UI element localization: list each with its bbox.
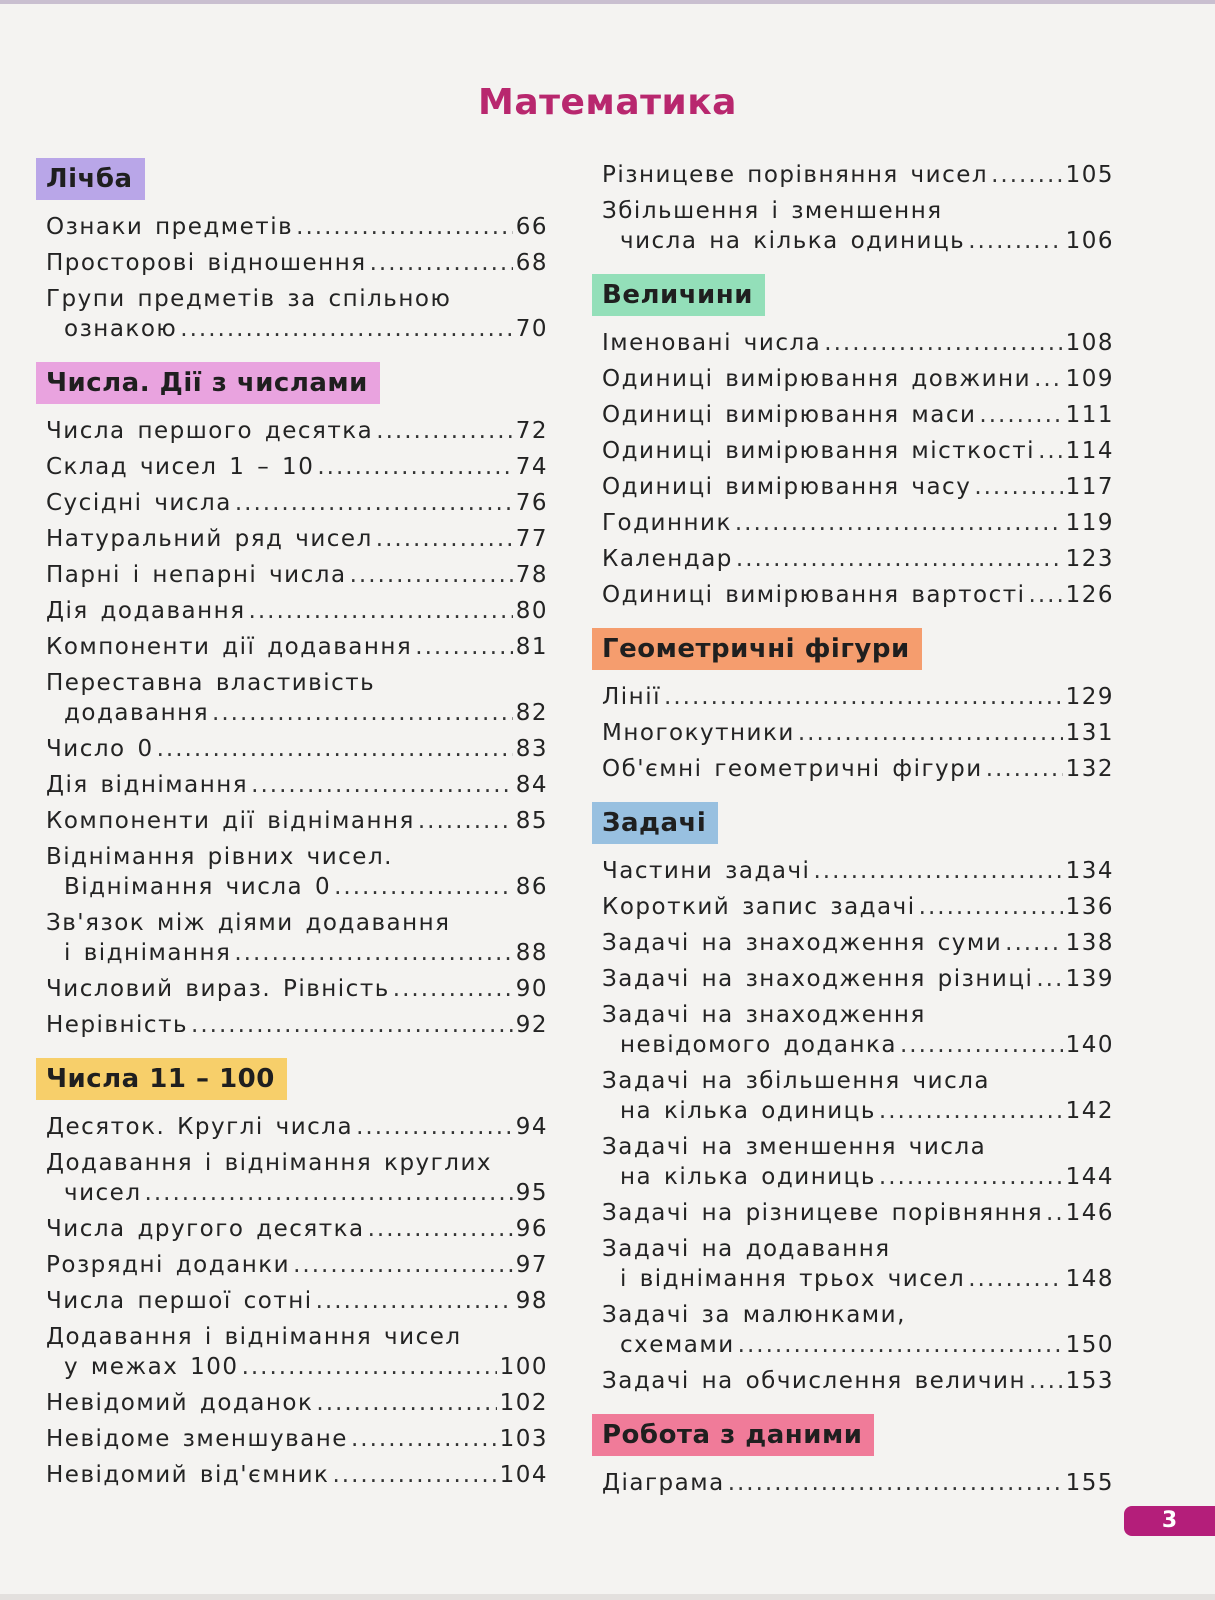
toc-entry[interactable] [592,964,1114,994]
toc-entry-title: Невідомий доданок [46,1390,314,1416]
toc-entry[interactable] [36,632,548,662]
toc-section [592,790,1114,1396]
toc-entry-title: Натуральний ряд чисел [46,526,373,552]
toc-entry[interactable] [592,1066,1114,1126]
toc-entry-title: Дія додавання [46,598,246,624]
toc-entry-title: Одиниці вимірювання місткості [602,438,1036,464]
toc-entry-title-line1: Задачі за малюнками, [602,1302,906,1328]
toc-entry[interactable] [592,1300,1114,1360]
toc-entry-title: у межах 100 [64,1354,239,1380]
toc-entry-title: невідомого доданка [620,1032,897,1058]
toc-entry-title: Сусідні числа [46,490,232,516]
dot-leader [393,974,513,1004]
toc-entry-page: 94 [515,1114,548,1140]
dot-leader [370,248,513,278]
toc-entry-page: 74 [515,454,548,480]
toc-entry[interactable] [592,580,1114,610]
toc-entry[interactable] [592,196,1114,256]
dot-leader [350,560,513,590]
toc-entry[interactable] [36,1214,548,1244]
section-heading: Лічба [36,158,145,200]
toc-entry-title-line1: Задачі на знаходження [602,1002,926,1028]
toc-entry-title: Задачі на знаходження суми [602,930,1003,956]
dot-leader [235,488,513,518]
toc-entry[interactable] [592,682,1114,712]
dot-leader [1029,1366,1063,1396]
dot-leader [376,524,513,554]
toc-entry-title-line1: Віднімання рівних чисел. [46,844,393,870]
toc-entry-page: 111 [1065,402,1114,428]
toc-section [36,1046,548,1490]
toc-entry-page: 80 [515,598,548,624]
toc-entry[interactable] [36,1388,548,1418]
toc-entry-title-line1: Зв'язок між діями додавання [46,910,451,936]
dot-leader [824,328,1062,358]
toc-entry[interactable] [36,770,548,800]
toc-entry-page: 86 [515,874,548,900]
toc-entry-page: 88 [515,940,548,966]
toc-entry[interactable] [36,1250,548,1280]
toc-entry-page: 95 [515,1180,548,1206]
toc-entry-page: 84 [515,772,548,798]
toc-entry-title: Склад чисел 1 – 10 [46,454,315,480]
toc-entry-title: Невідомий від'ємник [46,1462,330,1488]
toc-entry-title: Короткий запис задачі [602,894,916,920]
dot-leader [191,1010,513,1040]
toc-entry-page: 81 [515,634,548,660]
toc-entry[interactable] [592,1198,1114,1228]
section-heading: Числа 11 – 100 [36,1058,287,1100]
toc-entry-page: 92 [515,1012,548,1038]
toc-entry-title: Задачі на обчислення величин [602,1368,1027,1394]
dot-leader [356,1112,513,1142]
toc-entry-title: Дія віднімання [46,772,249,798]
toc-section [36,350,548,1040]
toc-entry-page: 76 [515,490,548,516]
toc-entry-page: 131 [1065,720,1114,746]
dot-leader [1029,580,1063,610]
toc-entry-page: 102 [499,1390,548,1416]
dot-leader [145,1178,513,1208]
toc-entry[interactable] [592,754,1114,784]
toc-entry-title: Десяток. Круглі числа [46,1114,354,1140]
toc-entry[interactable] [592,364,1114,394]
toc-entry-page: 138 [1065,930,1114,956]
toc-entry[interactable] [592,718,1114,748]
section-heading: Величини [592,274,765,316]
toc-entry-title: Многокутники [602,720,795,746]
toc-entry-title: Годинник [602,510,732,536]
toc-entry[interactable] [36,908,548,968]
dot-leader [968,1264,1062,1294]
toc-entry-title-line1: Задачі на додавання [602,1236,891,1262]
section-heading: Задачі [592,802,718,844]
toc-entry-page: 132 [1065,756,1114,782]
toc-entry-page: 142 [1065,1098,1114,1124]
toc-entry-page: 139 [1065,966,1114,992]
toc-entry[interactable] [36,1112,548,1142]
toc-entry[interactable] [592,508,1114,538]
toc-entry[interactable] [36,1010,548,1040]
toc-section [592,160,1114,256]
toc-left-column [36,158,548,1496]
toc-entry-page: 85 [515,808,548,834]
toc-entry-title-line1: Додавання і віднімання круглих [46,1150,492,1176]
toc-entry-line2 [46,1352,548,1382]
toc-entry-title-line1: Додавання і віднімання чисел [46,1324,462,1350]
toc-entry-page: 104 [499,1462,548,1488]
toc-entry-title: Одиниці вимірювання часу [602,474,972,500]
toc-entry-page: 90 [515,976,548,1002]
toc-entry-title: Число 0 [46,736,154,762]
toc-entry-line2 [46,872,548,902]
toc-right-column [592,158,1114,1504]
dot-leader [919,892,1063,922]
toc-entry[interactable] [592,472,1114,502]
top-edge-strip [0,0,1215,4]
toc-entry-title-line1: Переставна властивість [46,670,376,696]
toc-entry-page: 150 [1065,1332,1114,1358]
toc-entry-page: 148 [1065,1266,1114,1292]
toc-entry[interactable] [36,734,548,764]
toc-entry[interactable] [592,1000,1114,1060]
toc-entry[interactable] [36,488,548,518]
toc-entry-page: 83 [515,736,548,762]
toc-entry-title: Числа другого десятка [46,1216,365,1242]
toc-entry-title: Лінії [602,684,662,710]
dot-leader [813,856,1062,886]
toc-entry-page: 134 [1065,858,1114,884]
dot-leader [879,1096,1063,1126]
toc-entry[interactable] [36,1286,548,1316]
toc-entry[interactable] [592,544,1114,574]
toc-entry[interactable] [592,1468,1114,1498]
dot-leader [334,872,513,902]
toc-entry-page: 97 [515,1252,548,1278]
dot-leader [1038,436,1063,466]
toc-entry-page: 105 [1065,162,1114,188]
toc-entry-line2 [602,1330,1114,1360]
dot-leader [180,314,512,344]
dot-leader [212,698,513,728]
toc-entry[interactable] [592,160,1114,190]
toc-entry[interactable] [592,436,1114,466]
section-heading: Геометричні фігури [592,628,922,670]
toc-entry-page: 78 [515,562,548,588]
toc-entry-page: 126 [1065,582,1114,608]
dot-leader [293,1250,513,1280]
toc-entry-line2 [602,226,1114,256]
toc-entry-page: 108 [1065,330,1114,356]
toc-entry[interactable] [36,974,548,1004]
toc-entry-title: Діаграма [602,1470,725,1496]
dot-leader [664,682,1063,712]
toc-entry[interactable] [592,856,1114,886]
toc-entry-title: Числовий вираз. Рівність [46,976,390,1002]
dot-leader [798,718,1063,748]
dot-leader [900,1030,1063,1060]
dot-leader [415,632,512,662]
toc-entry-page: 144 [1065,1164,1114,1190]
dot-leader [735,508,1063,538]
toc-entry-title: схемами [620,1332,735,1358]
toc-entry-page: 98 [515,1288,548,1314]
toc-entry-page: 109 [1065,366,1114,392]
toc-entry[interactable] [592,328,1114,358]
dot-leader [418,806,513,836]
dot-leader [1046,1198,1063,1228]
toc-entry-page: 66 [515,214,548,240]
dot-leader [1034,364,1063,394]
toc-entry-title-line1: Групи предметів за спільною [46,286,452,312]
dot-leader [251,770,513,800]
dot-leader [242,1352,497,1382]
toc-entry-line2 [46,1178,548,1208]
dot-leader [1036,964,1062,994]
toc-entry[interactable] [592,1132,1114,1192]
toc-entry-title: Календар [602,546,733,572]
toc-entry-page: 114 [1065,438,1114,464]
toc-entry[interactable] [36,284,548,344]
toc-entry-page: 77 [515,526,548,552]
dot-leader [979,400,1062,430]
toc-entry[interactable] [592,892,1114,922]
dot-leader [728,1468,1063,1498]
toc-section [592,616,1114,784]
toc-entry[interactable] [592,928,1114,958]
toc-entry-title: Задачі на різницеве порівняння [602,1200,1044,1226]
toc-entry[interactable] [592,400,1114,430]
dot-leader [991,160,1063,190]
dot-leader [296,212,513,242]
toc-entry[interactable] [36,1424,548,1454]
dot-leader [157,734,513,764]
toc-entry-title: і віднімання трьох чисел [620,1266,966,1292]
toc-entry-title: Просторові відношення [46,250,367,276]
toc-entry-title: Розрядні доданки [46,1252,291,1278]
toc-entry-line2 [602,1096,1114,1126]
dot-leader [234,938,512,968]
toc-entry[interactable] [592,1366,1114,1396]
toc-entry-line2 [46,938,548,968]
toc-entry-page: 129 [1065,684,1114,710]
toc-entry[interactable] [36,212,548,242]
toc-entry-title-line1: Задачі на зменшення числа [602,1134,987,1160]
toc-entry-title: Числа першого десятка [46,418,374,444]
toc-entry-title: Компоненти дії додавання [46,634,413,660]
toc-entry-page: 146 [1065,1200,1114,1226]
toc-entry-title: ознакою [64,316,178,342]
section-heading: Робота з даними [592,1414,874,1456]
toc-entry-page: 140 [1065,1032,1114,1058]
toc-entry-line2 [602,1162,1114,1192]
toc-entry-title: Іменовані числа [602,330,822,356]
toc-entry-title: Задачі на знаходження різниці [602,966,1034,992]
dot-leader [249,596,513,626]
toc-entry-title: Одиниці вимірювання маси [602,402,977,428]
dot-leader [317,452,512,482]
toc-entry-title: Об'ємні геометричні фігури [602,756,983,782]
toc-entry[interactable] [36,560,548,590]
toc-entry-title: Компоненти дії віднімання [46,808,415,834]
toc-entry-title: Віднімання числа 0 [64,874,332,900]
toc-entry-title: Одиниці вимірювання довжини [602,366,1032,392]
toc-entry[interactable] [36,524,548,554]
toc-entry-title: Одиниці вимірювання вартості [602,582,1026,608]
toc-entry-page: 119 [1065,510,1114,536]
toc-entry-line2 [46,314,548,344]
toc-section [36,158,548,344]
toc-entry-page: 123 [1065,546,1114,572]
toc-entry[interactable] [36,452,548,482]
dot-leader [332,1460,496,1490]
toc-entry[interactable] [36,1460,548,1490]
page-title: Математика [478,82,737,123]
dot-leader [986,754,1063,784]
toc-entry-page: 96 [515,1216,548,1242]
toc-entry-page: 117 [1065,474,1114,500]
toc-entry-page: 106 [1065,228,1114,254]
toc-entry-title-line1: Збільшення і зменшення [602,198,943,224]
dot-leader [351,1424,497,1454]
toc-entry-line2 [602,1030,1114,1060]
toc-entry[interactable] [36,1322,548,1382]
toc-entry-title: на кілька одиниць [620,1098,876,1124]
toc-entry-page: 72 [515,418,548,444]
toc-entry-page: 155 [1065,1470,1114,1496]
toc-entry-page: 100 [499,1354,548,1380]
toc-entry-line2 [602,1264,1114,1294]
dot-leader [316,1286,513,1316]
toc-entry-title: Парні і непарні числа [46,562,347,588]
toc-section [592,1402,1114,1498]
toc-entry[interactable] [36,806,548,836]
toc-entry[interactable] [36,416,548,446]
dot-leader [968,226,1062,256]
toc-entry-page: 82 [515,700,548,726]
toc-entry[interactable] [36,842,548,902]
toc-entry-page: 136 [1065,894,1114,920]
toc-entry-page: 103 [499,1426,548,1452]
toc-entry[interactable] [36,1148,548,1208]
toc-entry-page: 153 [1065,1368,1114,1394]
toc-entry-title: і віднімання [64,940,232,966]
toc-entry[interactable] [36,248,548,278]
dot-leader [368,1214,513,1244]
bottom-edge-strip [0,1594,1215,1600]
toc-entry-page: 70 [515,316,548,342]
toc-entry[interactable] [36,596,548,626]
toc-entry-title: числа на кілька одиниць [620,228,966,254]
toc-entry-line2 [46,698,548,728]
dot-leader [736,544,1063,574]
toc-entry-title: Різницеве порівняння чисел [602,162,989,188]
toc-entry[interactable] [592,1234,1114,1294]
dot-leader [316,1388,496,1418]
toc-section [592,262,1114,610]
toc-entry[interactable] [36,668,548,728]
dot-leader [376,416,512,446]
page-number-badge: 3 [1124,1506,1215,1536]
dot-leader [738,1330,1063,1360]
toc-entry-title: додавання [64,700,210,726]
toc-entry-title-line1: Задачі на збільшення числа [602,1068,991,1094]
dot-leader [1005,928,1062,958]
toc-entry-title: Числа першої сотні [46,1288,313,1314]
toc-entry-title: Частини задачі [602,858,811,884]
dot-leader [974,472,1062,502]
toc-entry-title: Ознаки предметів [46,214,294,240]
toc-entry-title: Невідоме зменшуване [46,1426,348,1452]
section-heading: Числа. Дії з числами [36,362,380,404]
toc-entry-title: чисел [64,1180,142,1206]
dot-leader [879,1162,1063,1192]
toc-entry-title: на кілька одиниць [620,1164,876,1190]
toc-entry-title: Нерівність [46,1012,189,1038]
toc-entry-page: 68 [515,250,548,276]
